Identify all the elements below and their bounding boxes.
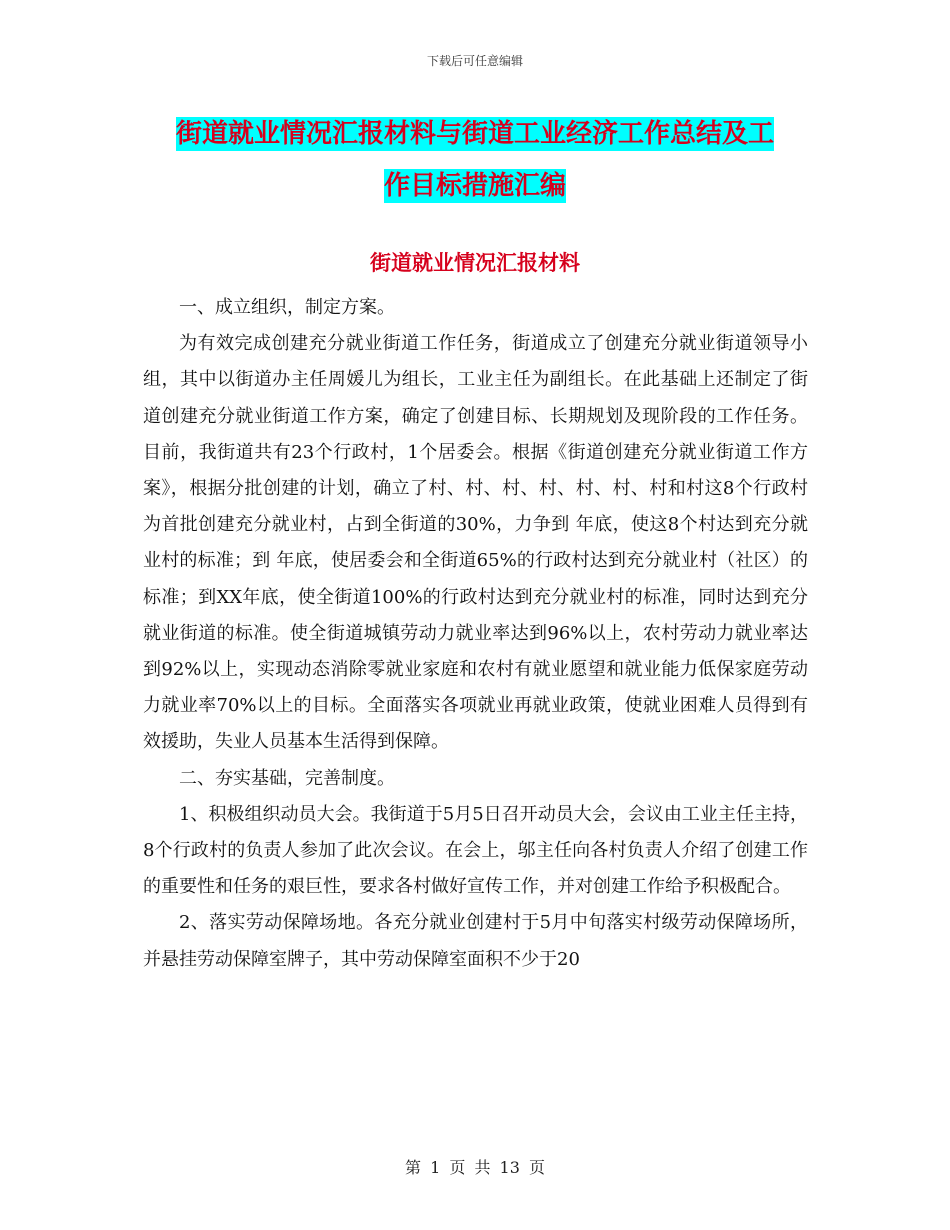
document-title bbox=[140, 108, 810, 212]
title-line-2: 作目标措施汇编 bbox=[383, 171, 566, 201]
paragraph: 1、积极组织动员大会。我街道于5月5日召开动员大会，会议由工业主任主持，8个行政村的负责人参加了此次会议。在会上，邬主任向各村负责人介绍了创建工作的重要性和任务的艰巨性，要求各村做好宣传工作，并对创建工作给予积极配合。 bbox=[143, 803, 808, 898]
page-footer: 第 1 页 共 13 页 bbox=[405, 1158, 545, 1177]
paragraph: 为有效完成创建充分就业街道工作任务，街道成立了创建充分就业街道领导小组，其中以街道办主任周媛儿为组长，工业主任为副组长。在此基础上还制定了街道创建充分就业街道工作方案，确定了创建目标、长期规划及现阶段的工作任务。目前，我街道共有23个行政村，1个居委会。根据《街道创建充分就业街道工作方案》，根据分批创建的计划，确立了村、村、村、村、村、村、村和村这8个行政村为首批创建充分就业村，占到全街道的30%，力争到 年底，使这8个村达到充分就业村的标准；到 年底，使居委会和全街道65%的行政村达到充分就业村（社区）的标准；到XX年底，使全街道100%的行政村达到充分就业村的标准，同时达到充分就业街道的标准。使全街道城镇劳动力就业率达到96%以上，农村劳动力就业率达到92%以上，实现动态消除零就业家庭和农村有就业愿望和就业能力低保家庭劳动力就业率70%以上的目标。全面落实各项就业再就业政策，使就业困难人员得到有效援助，失业人员基本生活得到保障。 bbox=[143, 333, 808, 753]
title-line-1: 街道就业情况汇报材料与街道工业经济工作总结及工 bbox=[175, 119, 774, 149]
document-body bbox=[143, 290, 808, 978]
paragraph: 2、落实劳动保障场地。各充分就业创建村于5月中旬落实村级劳动保障场所，并悬挂劳动保障室牌子，其中劳动保障室面积不少于20 bbox=[143, 912, 808, 970]
header-note: 下载后可任意编辑 bbox=[426, 54, 523, 68]
paragraph: 二、夯实基础，完善制度。 bbox=[179, 767, 395, 789]
paragraph: 一、成立组织，制定方案。 bbox=[179, 297, 395, 318]
section-title: 街道就业情况汇报材料 bbox=[370, 251, 580, 275]
